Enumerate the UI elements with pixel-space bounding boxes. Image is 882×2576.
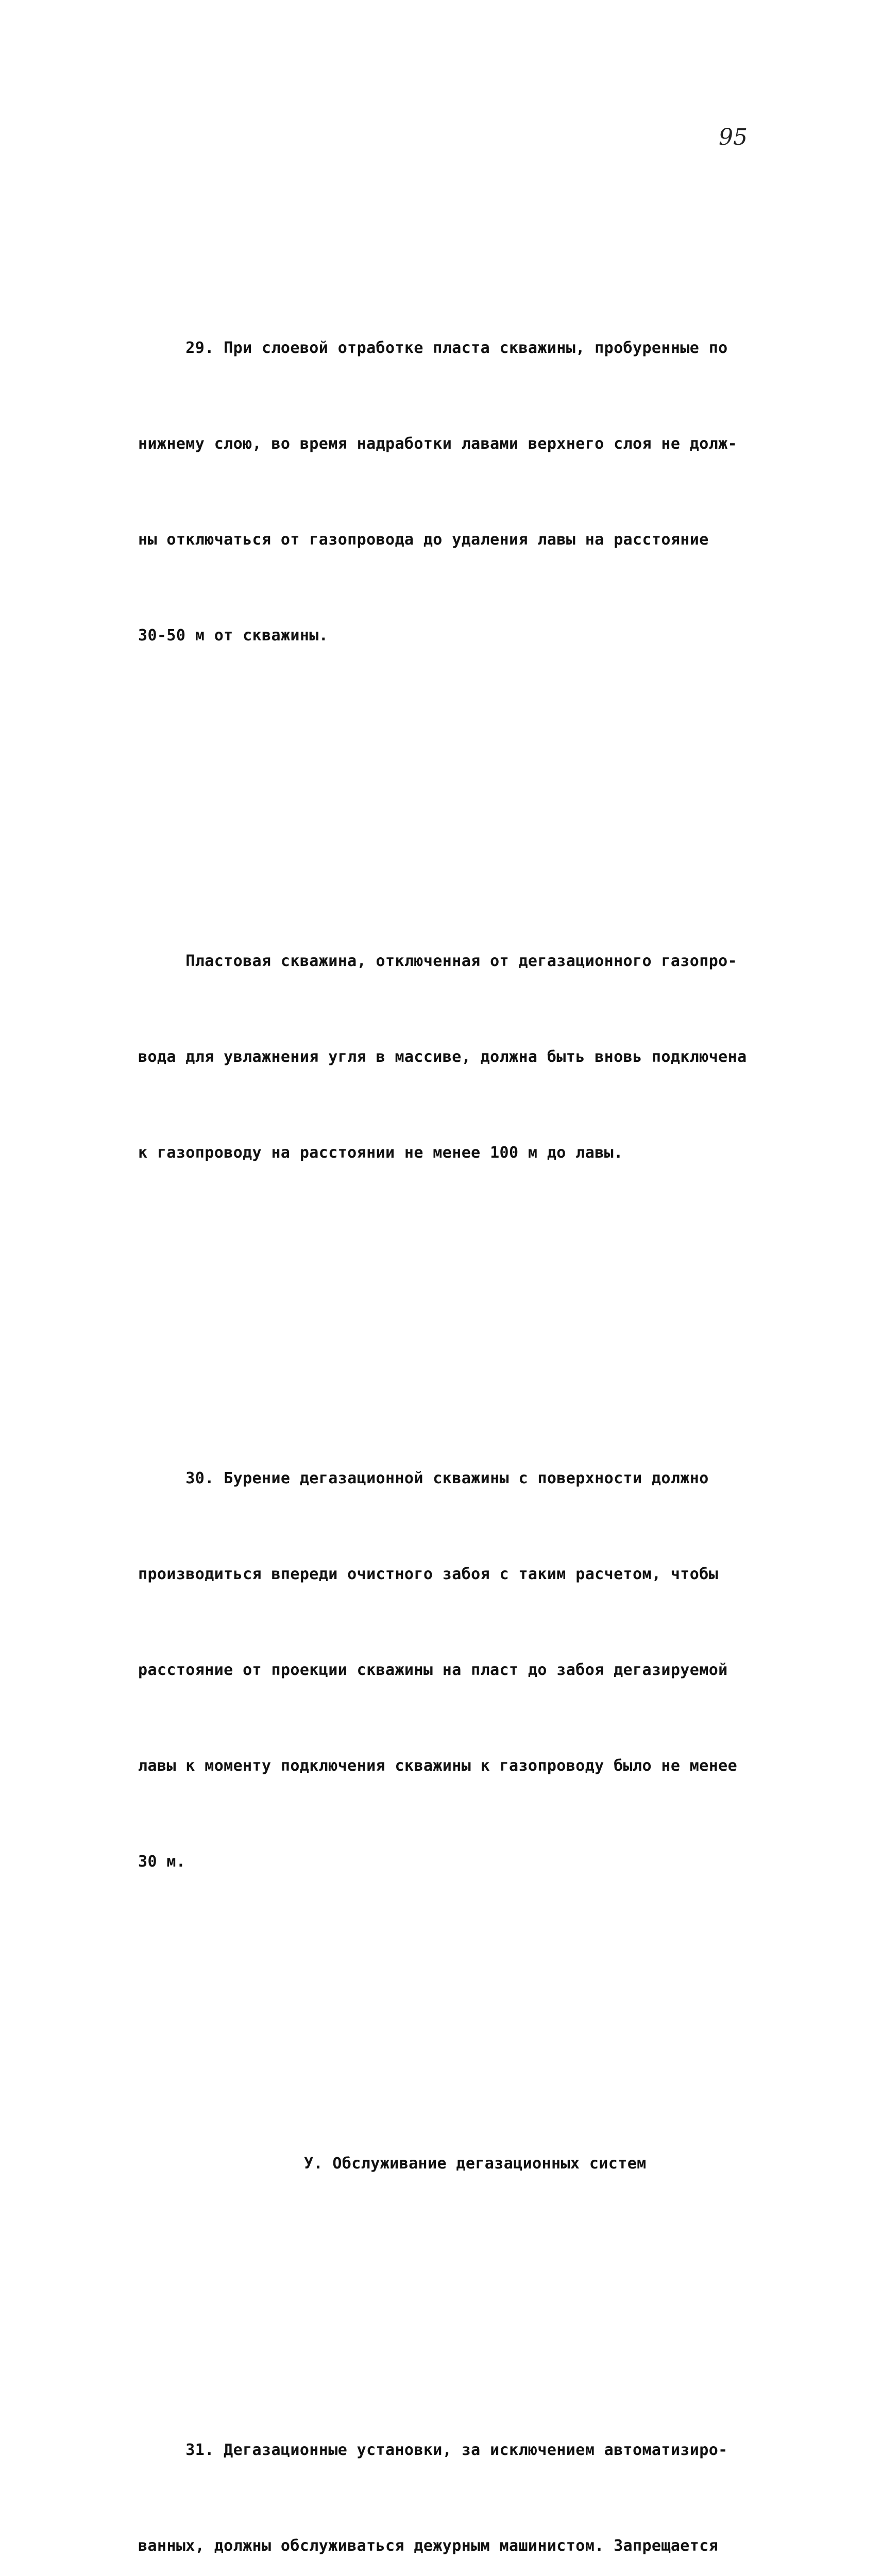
paragraph-30 [138, 1399, 777, 1942]
text-line: 30-50 м от скважины. [138, 626, 329, 645]
text-line: 30 м. [138, 1853, 186, 1871]
page-number: 95 [719, 124, 748, 150]
text-line: 31. Дегазационные установки, за исключением автоматизиро- [138, 2441, 728, 2459]
document-body [138, 173, 777, 2576]
section-spacer [138, 2244, 777, 2275]
text-line: нижнему слою, во время надработки лавами верхнего слоя не долж- [138, 435, 738, 453]
text-line: 29. При слоевой отработке пласта скважины, пробуренные по [138, 339, 728, 357]
section-heading: У. Обслуживание дегазационных систем [304, 2155, 647, 2173]
paragraph-31 [138, 2370, 777, 2576]
text-line: расстояние от проекции скважины на пласт до забоя дегазируемой [138, 1661, 728, 1679]
paragraph-spacer [138, 779, 777, 786]
text-line: 30. Бурение дегазационной скважины с поверхности должно [138, 1469, 709, 1487]
text-line: лавы к моменту подключения скважины к газопроводу было не менее [138, 1757, 738, 1775]
paragraph-spacer [138, 1297, 777, 1303]
paragraph-29 [138, 268, 777, 716]
text-line: к газопроводу на расстоянии не менее 100 м до лавы. [138, 1144, 623, 1162]
section-spacer [138, 2006, 777, 2052]
text-line: ны отключаться от газопровода до удаления лавы на расстояние [138, 531, 709, 549]
text-line: Пластовая скважина, отключенная от дегазационного газопро- [138, 952, 738, 970]
text-line: производиться впереди очистного забоя с таким расчетом, чтобы [138, 1565, 719, 1583]
text-line: вода для увлажнения угля в массиве, должна быть вновь подключена [138, 1048, 747, 1066]
text-line: ванных, должны обслуживаться дежурным машинистом. Запрещается [138, 2537, 719, 2555]
paragraph-29-continued [138, 882, 777, 1233]
